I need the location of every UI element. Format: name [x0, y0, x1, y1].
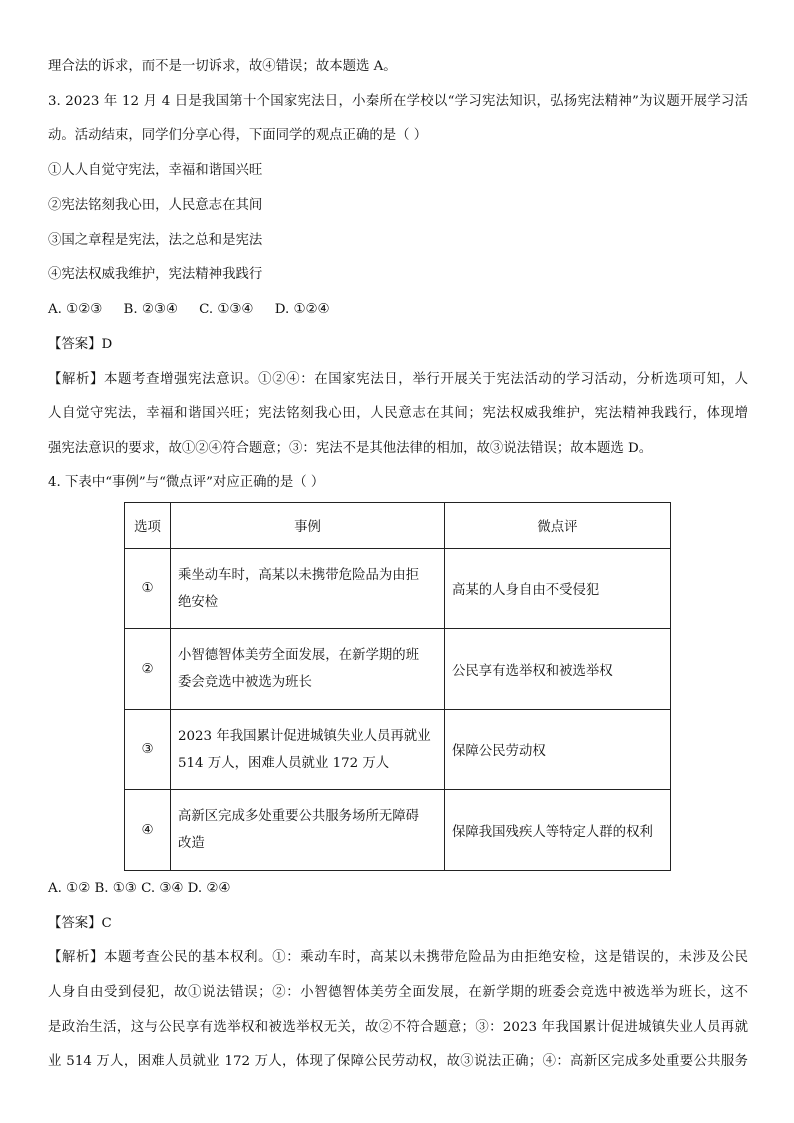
header-option: 选项: [125, 503, 171, 549]
row-option: ②: [125, 629, 171, 710]
row-comment: 高某的人身自由不受侵犯: [445, 549, 671, 629]
question-3-stem-line-2: 动。活动结束，同学们分享心得，下面同学的观点正确的是（ ）: [48, 128, 428, 143]
question-3-analysis-line-3: 强宪法意识的要求，故①②④符合题意；③：宪法不是其他法律的相加，故③说法错误；故本题选 D。: [48, 441, 653, 456]
row-comment: 公民享有选举权和被选举权: [445, 629, 671, 710]
row-option: ①: [125, 549, 171, 629]
case-comment-table: [124, 502, 671, 871]
row-comment: 保障我国残疾人等特定人群的权利: [445, 790, 671, 871]
table-row: [125, 710, 671, 790]
question-4-analysis-line-3: 是政治生活，这与公民享有选举权和被选举权无关，故②不符合题意；③：2023 年我国累计促进城镇失业人员再就: [48, 1020, 748, 1035]
question-3-analysis-line-2: 人自觉守宪法，幸福和谐国兴旺；宪法铭刻我心田，人民意志在其间；宪法权威我维护，宪法精神我践行，体现增: [48, 406, 748, 421]
row-option: ④: [125, 790, 171, 871]
question-4-stem: 4. 下表中“事例”与“微点评”对应正确的是（ ）: [48, 475, 325, 490]
statement-1: ①人人自觉守宪法，幸福和谐国兴旺: [48, 163, 263, 178]
row-comment: 保障公民劳动权: [445, 710, 671, 790]
header-comment: 微点评: [445, 503, 671, 549]
question-4-analysis-line-4: 业 514 万人，困难人员就业 172 万人，体现了保障公民劳动权，故③说法正确；④：高新区完成多处重要公共服务: [48, 1054, 748, 1069]
question-4-analysis-line-1: 【解析】本题考查公民的基本权利。①：乘动车时，高某以未携带危险品为由拒绝安检，这是错误的，未涉及公民: [48, 950, 748, 965]
row-option: ③: [125, 710, 171, 790]
question-3-analysis-line-1: 【解析】本题考查增强宪法意识。①②④：在国家宪法日，举行开展关于宪法活动的学习活动，分析选项可知，人: [48, 372, 748, 387]
row-example: 高新区完成多处重要公共服务场所无障碍 改造: [171, 790, 445, 871]
row-example: 2023 年我国累计促进城镇失业人员再就业 514 万人，困难人员就业 172 万人: [171, 710, 445, 790]
table-row: [125, 629, 671, 710]
header-example: 事例: [171, 503, 445, 549]
question-3-options: A. ①②③ B. ②③④ C. ①③④ D. ①②④: [48, 302, 330, 317]
row-example: 乘坐动车时，高某以未携带危险品为由拒 绝安检: [171, 549, 445, 629]
table-header-row: [125, 503, 671, 549]
prev-answer-tail: 理合法的诉求，而不是一切诉求，故④错误；故本题选 A。: [48, 59, 397, 74]
statement-4: ④宪法权威我维护，宪法精神我践行: [48, 267, 263, 282]
table-row: [125, 790, 671, 871]
question-3-stem-line-1: 3. 2023 年 12 月 4 日是我国第十个国家宪法日，小秦所在学校以“学习宪法知识，弘扬宪法精神”为议题开展学习活: [48, 94, 748, 109]
table-row: [125, 549, 671, 629]
question-4-options: A. ①② B. ①③ C. ③④ D. ②④: [48, 881, 231, 896]
question-4-analysis-line-2: 人身自由受到侵犯，故①说法错误；②：小智德智体美劳全面发展，在新学期的班委会竞选中被选举为班长，这不: [48, 985, 748, 1000]
row-example: 小智德智体美劳全面发展，在新学期的班 委会竞选中被选为班长: [171, 629, 445, 710]
statement-2: ②宪法铭刻我心田，人民意志在其间: [48, 198, 263, 213]
question-3-answer: 【答案】D: [48, 337, 113, 352]
question-4-answer: 【答案】C: [48, 916, 112, 931]
statement-3: ③国之章程是宪法，法之总和是宪法: [48, 233, 263, 248]
